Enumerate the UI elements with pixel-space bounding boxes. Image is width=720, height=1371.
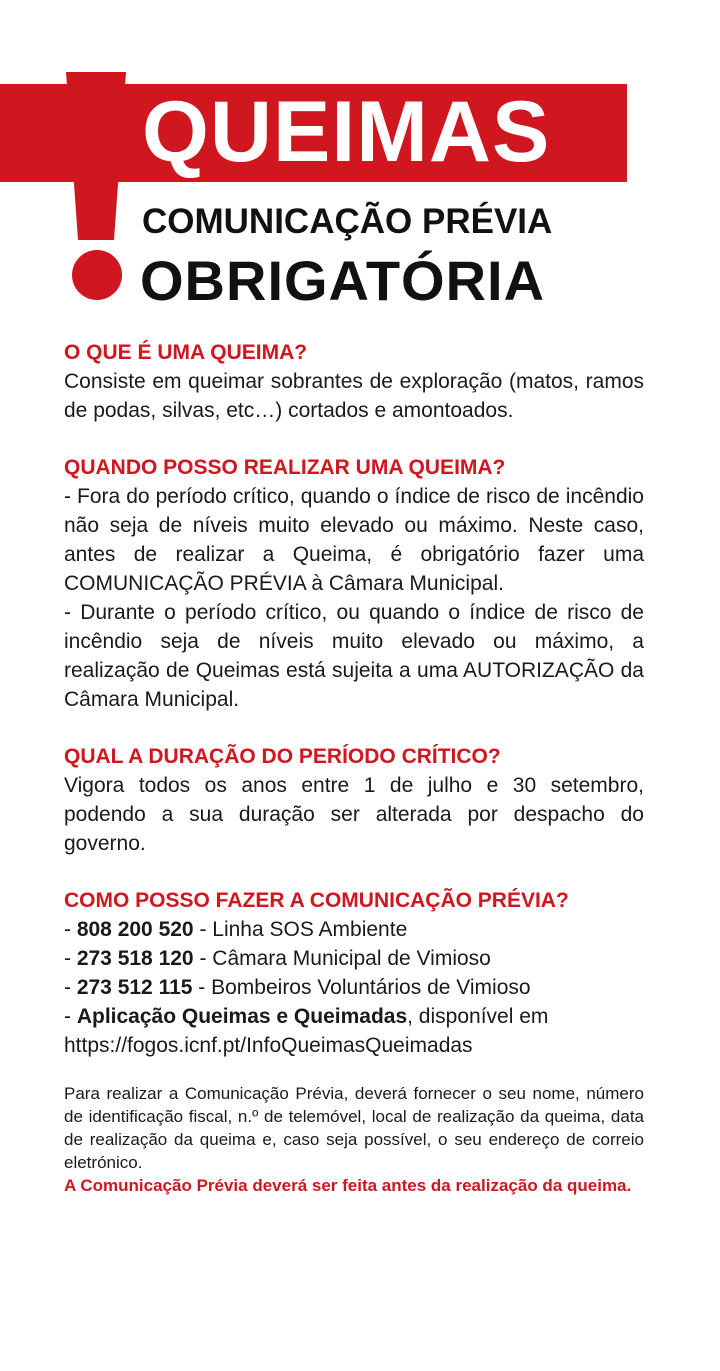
- contact-list: [64, 915, 644, 1060]
- contact-item-app: - Aplicação Queimas e Queimadas, disponível em: [64, 1005, 549, 1028]
- contact-item-bombeiros: - 273 512 115 - Bombeiros Voluntários de Vimioso: [64, 976, 531, 999]
- section-heading: COMO POSSO FAZER A COMUNICAÇÃO PRÉVIA?: [64, 889, 569, 912]
- page-title: QUEIMAS: [142, 84, 551, 180]
- section-heading: O QUE É UMA QUEIMA?: [64, 341, 308, 364]
- phone-number[interactable]: 273 518 120: [76, 947, 194, 970]
- leaflet-content: [64, 338, 644, 1197]
- contact-item-sos-ambiente: - 808 200 520 - Linha SOS Ambiente: [64, 918, 408, 941]
- exclamation-icon: [66, 72, 126, 240]
- subtitle-line-2: OBRIGATÓRIA: [140, 249, 546, 312]
- section-contact: [64, 886, 644, 1060]
- footer-warning: A Comunicação Prévia deverá ser feita antes da realização da queima.: [64, 1176, 632, 1195]
- phone-number[interactable]: 808 200 520: [76, 918, 194, 941]
- section-heading: QUAL A DURAÇÃO DO PERÍODO CRÍTICO?: [64, 745, 501, 768]
- section-duration: [64, 742, 644, 858]
- section-heading: QUANDO POSSO REALIZAR UMA QUEIMA?: [64, 456, 506, 479]
- app-url-link[interactable]: https://fogos.icnf.pt/InfoQueimasQueimadas: [64, 1034, 473, 1057]
- contact-item-camara: - 273 518 120 - Câmara Municipal de Vimioso: [64, 947, 491, 970]
- app-name: Aplicação Queimas e Queimadas: [76, 1005, 408, 1028]
- exclamation-dot: [72, 250, 122, 300]
- section-paragraph: - Durante o período crítico, ou quando o índice de risco de incêndio seja de níveis muito elevado ou máximo, a realização de Queimas está sujeita a uma AUTORIZAÇÃO da Câmara Municipal.: [64, 601, 644, 711]
- phone-number[interactable]: 273 512 115: [76, 976, 193, 999]
- section-what-is: [64, 338, 644, 425]
- footer-note: Para realizar a Comunicação Prévia, deverá fornecer o seu nome, número de identificação fiscal, n.º de telemóvel, local de realização da queima, data de realização da queima e, caso seja possível, o seu endereço de correio eletrónico.: [64, 1084, 644, 1172]
- section-paragraph: Vigora todos os anos entre 1 de julho e 30 setembro, podendo a sua duração ser alterada por despacho do governo.: [64, 774, 644, 855]
- section-paragraph: - Fora do período crítico, quando o índice de risco de incêndio não seja de níveis muito elevado ou máximo. Neste caso, antes de realizar a Queima, é obrigatório fazer uma COMUNICAÇÃO PRÉVIA à Câmara Municipal.: [64, 485, 644, 595]
- section-when: [64, 453, 644, 714]
- section-paragraph: Consiste em queimar sobrantes de exploração (matos, ramos de podas, silvas, etc…) cortados e amontoados.: [64, 370, 644, 422]
- subtitle-line-1: COMUNICAÇÃO PRÉVIA: [142, 202, 553, 241]
